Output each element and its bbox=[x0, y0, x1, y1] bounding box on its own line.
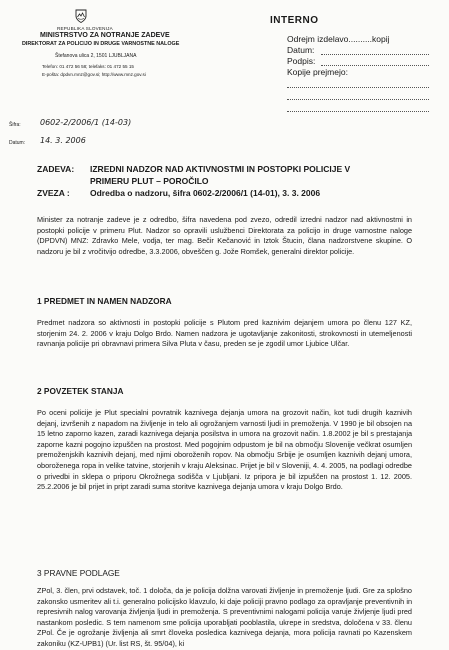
subject-label: ZADEVA: bbox=[37, 164, 75, 174]
directorate-name: DIREKTORAT ZA POLICIJO IN DRUGE VARNOSTNE NALOGE bbox=[22, 41, 180, 47]
sifra-label: Šifra: bbox=[9, 122, 21, 128]
classification-label: INTERNO bbox=[270, 15, 319, 26]
email-line: E-pošta: dpdvn.mnz@gov.si; http://www.mnz.gov.si bbox=[42, 72, 146, 77]
receipt-blank-line bbox=[287, 99, 429, 100]
subject-line-1: IZREDNI NADZOR NAD AKTIVNOSTMI IN POSTOPKI POLICIJE V bbox=[90, 164, 351, 174]
section-heading: 3 PRAVNE PODLAGE bbox=[37, 568, 120, 578]
section-paragraph: Po oceni policije je Plut specialni povratnik kaznivega dejanja umora na grozovit način, kot tudi drugih kaznivih dejanj, izvršenih z napadom na življenje in telo ali ogrožanjem varnosti ljudi in premoženja. V 1990 je bil obsojen na 15 letno zaporno kazen, zaradi kaznivega dejanja posilstva in umora na grozovit način. 1.8.2002 je bil s prestajanja zaporne kazni pogojno izpuščen na prostost. Med pogojnim odpustom je bil na območju Slovenije večkrat osumljen premoženjskih kaznivih dejanj, med njimi oboroženih ropov. Na območju Srbije je osumljen kaznivih dejanj umora, oboroženega ropa in velike tatvine, storjenih v kraju Aleksinac. Prijet je bil v Sloveniji, 4. 4. 2005, na podlagi odredbe o privedbi in sklepa o priporu Okrožnega sodišča v Ljubljani. Iz pripora je bil izpuščen na prostost 1. 12. 2005. 25.2.2006 je bil prijet in pript zaradi suma storitve kaznivega dejanja umora v kraju Dolgo Brdo. bbox=[37, 408, 412, 492]
phone-line: Telefon: 01 472 56 58; telefaks: 01 472 55 15 bbox=[42, 64, 134, 69]
receipt-recipients: Kopije prejmejo: bbox=[287, 67, 348, 77]
ministry-name: MINISTRSTVO ZA NOTRANJE ZADEVE bbox=[40, 32, 170, 39]
section-paragraph: Predmet nadzora so aktivnosti in postopki policije s Plutom pred kaznivim dejanjem umora po členu 127 KZ, storjenim 24. 2. 2006 v kraju Dolgo Brdo. Namen nadzora je ugotavljanje zakonitosti, strokovnosti in utemeljenosti ravnanja policije pri obravnavi primera Silva Pluta v času, preden se je zgodil umor Ljubice Ulčar. bbox=[37, 318, 412, 349]
receipt-copies: Odrejm izdelavo..........kopij bbox=[287, 34, 390, 44]
republic-label: REPUBLIKA SLOVENIJA bbox=[57, 26, 113, 31]
coat-of-arms-icon bbox=[75, 9, 87, 23]
section-heading: 2 POVZETEK STANJA bbox=[37, 386, 124, 396]
receipt-signature: Podpis: bbox=[287, 56, 316, 66]
intro-paragraph: Minister za notranje zadeve je z odredbo, šifra navedena pod zvezo, odredil izredni nadzor nad aktivnostmi in postopki policije v primeru Plut. Nadzor so opravili uslužbenci Direktorata za policijo in druge varnostne naloge (DPDVN) MNZ: Zdravko Mele, vodja, ter mag. Bečir Kečanović in Iztok Štucin, člana nadzorstvene skupine. O nadzoru je bil z vročitvijo odredbe, 3.3.2006, obveščen g. Jože Romšek, generalni direktor policije. bbox=[37, 215, 412, 256]
receipt-blank-line bbox=[287, 87, 429, 88]
section-paragraph: ZPol, 3. člen, prvi odstavek, toč. 1 določa, da je policija dolžna varovati življenje in premoženje ljudi. Gre za splošno zakonsko usmeritev ali t.i. generalno policijsko klavzulo, ki daje policiji pravno podlago za opravljanje preventivnih in represivnih nalog varovanja življenja ljudi in premoženja. S preventivnimi nalogami policija varuje življenje ljudi pred nastankom posledic. S tem namenom sme policija uporabljati pooblastila, ukrepe in sredstva, določena v 33. členu ZPol. Če je ogrožanje življenja ali smrt človeka posledica kaznivega dejanja, mora policija ravnati po Kazenskem zakoniku (KZ-UPB1) (Ur. list RS, št. 95/04), ki bbox=[37, 586, 412, 648]
receipt-date: Datum: bbox=[287, 45, 315, 55]
receipt-blank-line bbox=[287, 111, 429, 112]
sifra-value: 0602-2/2006/1 (14-03) bbox=[40, 118, 132, 127]
datum-label: Datum: bbox=[9, 140, 26, 146]
reference-label: ZVEZA : bbox=[37, 188, 70, 198]
datum-value: 14. 3. 2006 bbox=[40, 136, 86, 145]
section-heading: 1 PREDMET IN NAMEN NADZORA bbox=[37, 296, 172, 306]
receipt-date-line bbox=[321, 54, 429, 55]
receipt-signature-line bbox=[321, 65, 429, 66]
address: Štefanova ulica 2, 1501 LJUBLJANA bbox=[55, 53, 137, 59]
reference-text: Odredba o nadzoru, šifra 0602-2/2006/1 (14-01), 3. 3. 2006 bbox=[90, 188, 321, 198]
subject-line-2: PRIMERU PLUT – POROČILO bbox=[90, 176, 209, 186]
